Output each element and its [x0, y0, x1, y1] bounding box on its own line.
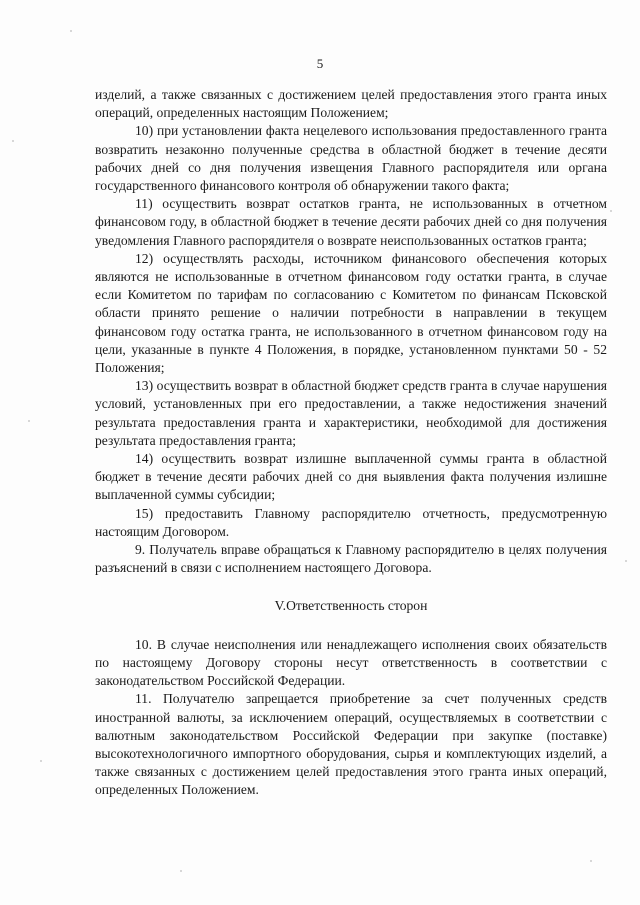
- paragraph-item-13: 13) осуществить возврат в областной бюджет средств гранта в случае нарушения условий, установленных при его предоставлении, а также недостижения значений результата предоставления гранта и характеристики, необходимой для достижения результата предоставления гранта;: [95, 378, 607, 448]
- paragraph-clause-11: 11. Получателю запрещается приобретение за счет полученных средств иностранной валюты, за исключением операций, осуществляемых в соответствии с валютным законодательством Российской Федерации при закупке (поставке) высокотехнологичного импортного оборудования, сырья и комплектующих изделий, а также связанных с достижением целей предоставления этого гранта иных операций, определенных Положением.: [95, 691, 607, 798]
- paragraph-item-14: 14) осуществить возврат излишне выплаченной суммы гранта в областной бюджет в течение десяти рабочих дней со дня выявления факта получения излишне выплаченной суммы субсидии;: [95, 451, 607, 503]
- scan-speck: [610, 210, 612, 212]
- paragraph-clause-10: 10. В случае неисполнения или ненадлежащего исполнения своих обязательств по настоящему Договору стороны несут ответственность в соответствии с законодательством Российской Федерации.: [95, 636, 607, 689]
- paragraph-item-11: 11) осуществить возврат остатков гранта, не использованных в отчетном финансовом году, в областной бюджет в течение десяти рабочих дней со дня получения уведомления Главного распорядителя о возврате неиспользованных остатков гранта;: [95, 196, 607, 248]
- scan-speck: [40, 760, 42, 762]
- scan-speck: [625, 560, 627, 562]
- document-body: [95, 86, 607, 800]
- paragraph-clause-9: 9. Получатель вправе обращаться к Главному распорядителю в целях получения разъяснений в связи с исполнением настоящего Договора.: [95, 542, 607, 576]
- paragraph-item-15: 15) предоставить Главному распорядителю отчетность, предусмотренную настоящим Договором.: [95, 505, 607, 539]
- scan-speck: [70, 30, 72, 32]
- page-number: 5: [316, 56, 324, 71]
- scan-speck: [590, 860, 592, 862]
- scan-speck: [28, 420, 30, 422]
- paragraph-item-10: 10) при установлении факта нецелевого использования предоставленного гранта возвратить незаконно полученные средства в областной бюджет в течение десяти рабочих дней со дня получения извещения Главного распорядителя или органа государственного финансового контроля об обнаружении такого факта;: [95, 123, 607, 194]
- paragraph-continuation: изделий, а также связанных с достижением целей предоставления этого гранта иных операций, определенных настоящим Положением;: [95, 87, 607, 121]
- scan-speck: [180, 870, 182, 872]
- scan-speck: [12, 140, 14, 142]
- section-heading-v: V.Ответственность сторон: [274, 598, 428, 614]
- paragraph-item-12: 12) осуществлять расходы, источником финансового обеспечения которых являются не использованные в отчетном финансовом году остатки гранта, в случае если Комитетом по тарифам по согласованию с Комитетом по финансам Псковской области принято решение о наличии потребности в направлении в текущем финансовом году остатка гранта, не использованного в отчетном финансовом году на цели, указанные в пункте 4 Положения, в порядке, установленном пунктами 50 - 52 Положения;: [95, 250, 607, 376]
